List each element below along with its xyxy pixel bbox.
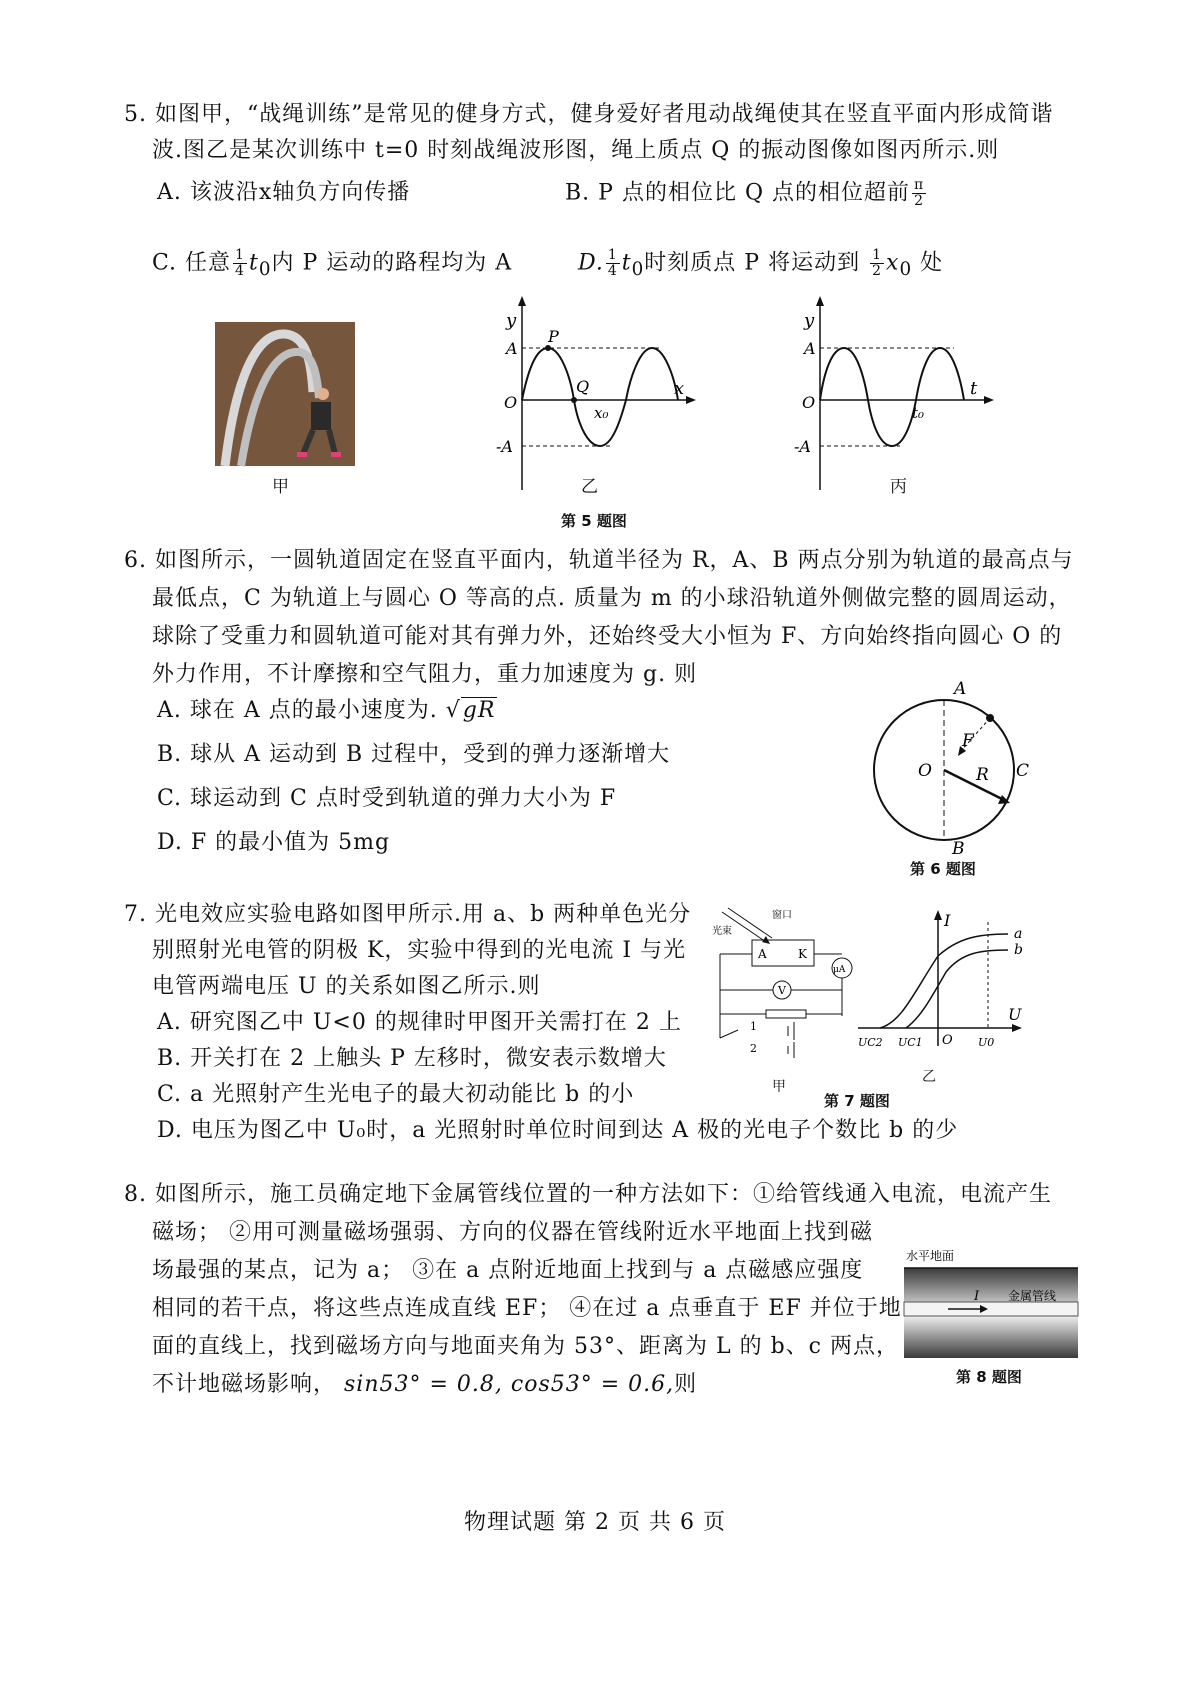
svg-text:t₀: t₀ [912,404,925,422]
q8-line-6: 不计地磁场影响， sin53° = 0.8, cos53° = 0.6,则 [152,1372,698,1397]
metal-pipe [904,1302,1078,1316]
svg-text:μA: μA [833,965,846,975]
q5-option-b-fraction: $\frac{\pi}{2}$ [913,177,925,209]
svg-text:x₀: x₀ [594,404,609,422]
svg-text:Q: Q [576,377,590,396]
q7-option-b: B. 开关打在 2 上触头 P 左移时，微安表示数增大 [157,1046,667,1071]
svg-text:-A: -A [794,437,811,456]
q6-line-1: 6. 如图所示，一圆轨道固定在竖直平面内，轨道半径为 R，A、B 两点分别为轨道的最高点与 [124,548,1074,573]
iu-graph [858,912,1028,1062]
vibration-graph-bing [768,300,998,500]
q6-option-c: C. 球运动到 C 点时受到轨道的弹力大小为 F [157,786,617,811]
svg-text:V: V [778,984,786,997]
page-footer: 物理试题 第 2 页 共 6 页 [464,1510,726,1535]
q8-line-4: 相同的若干点，将这些点连成直线 EF； ④在过 a 点垂直于 EF 并位于地 [152,1296,902,1321]
svg-text:t: t [970,378,978,399]
q5-fig-jia-label: 甲 [272,477,289,497]
svg-text:UC2: UC2 [858,1036,883,1049]
battle-rope-photo [215,322,355,466]
q7-line-2: 别照射光电管的阴极 K，实验中得到的光电流 I 与光 [152,938,687,963]
q6-option-b: B. 球从 A 运动到 B 过程中，受到的弹力逐渐增大 [157,742,671,767]
q7-line-3: 电管两端电压 U 的关系如图乙所示.则 [152,974,541,999]
svg-text:I: I [944,911,951,930]
q7-option-a: A. 研究图乙中 U<0 的规律时甲图开关需打在 2 上 [157,1010,682,1035]
q8-line-3: 场最强的某点，记为 a； ③在 a 点附近地面上找到与 a 点磁感应强度 [152,1258,864,1283]
q6-caption: 第 6 题图 [910,860,976,878]
q7-line-1: 7. 光电效应实验电路如图甲所示.用 a、b 两种单色光分 [124,902,692,927]
svg-text:U0: U0 [978,1036,995,1049]
svg-text:O: O [918,761,932,781]
svg-text:O: O [802,393,816,412]
q6-line-2: 最低点，C 为轨道上与圆心 O 等高的点. 质量为 m 的小球沿轨道外侧做完整的圆周运动， [152,586,1072,611]
q6-line-4: 外力作用，不计摩擦和空气阻力，重力加速度为 g. 则 [152,662,698,687]
svg-text:水平地面: 水平地面 [906,1249,955,1263]
svg-text:O: O [942,1033,953,1048]
svg-text:2: 2 [750,1042,757,1055]
q6-line-3: 球除了受重力和圆轨道可能对其有弹力外，还始终受大小恒为 F、方向始终指向圆心 O 的 [152,624,1063,649]
q5-caption: 第 5 题图 [561,512,627,530]
q7-fig-jia-label: 甲 [772,1079,786,1095]
svg-text:A: A [758,947,767,961]
yi-x-label: x [674,378,685,399]
svg-text:金属管线: 金属管线 [1008,1289,1057,1303]
q7-caption: 第 7 题图 [824,1092,890,1110]
rheostat [766,1010,806,1018]
q5-fig-yi-label: 乙 [581,477,598,497]
q5-option-d-fraction: $\frac{1}{4}$ [607,247,618,279]
svg-text:窗口: 窗口 [772,910,792,921]
q5-option-a: A. 该波沿x轴负方向传播 [157,180,411,205]
curve-a [880,934,1008,1028]
wave-graph-yi [470,300,700,500]
bing-vibration-curve [820,348,964,446]
svg-text:O: O [504,393,518,412]
q8-line-2: 磁场； ②用可测量磁场强弱、方向的仪器在管线附近水平地面上找到磁 [152,1220,873,1245]
q7-option-c: C. a 光照射产生光电子的最大初动能比 b 的小 [157,1082,635,1107]
q8-caption: 第 8 题图 [956,1368,1022,1386]
svg-text:-A: -A [496,437,513,456]
q7-option-d: D. 电压为图乙中 U₀时，a 光照射时单位时间到达 A 极的光电子个数比 b 的少 [157,1118,959,1143]
svg-text:a: a [1014,926,1023,942]
svg-text:b: b [1014,942,1023,958]
svg-text:y: y [804,310,815,331]
q5-option-d: D. $\frac{1}{4}$ $t_0$时刻质点 P 将运动到 $\frac{1}{2}$ $x_0$ 处 [578,247,944,280]
q5-option-b [565,178,928,209]
q8-line-1: 8. 如图所示，施工员确定地下金属管线位置的一种方法如下：①给管线通入电流，电流产生 [124,1182,1052,1207]
q8-line-5: 面的直线上，找到磁场方向与地面夹角为 53°、距离为 L 的 b、c 两点， [152,1334,899,1359]
svg-text:C: C [1016,761,1030,781]
svg-text:P: P [548,327,559,346]
svg-text:U: U [1008,1005,1022,1024]
svg-text:R: R [976,765,989,785]
q5-option-b-text: B. P 点的相位比 Q 点的相位超前 [565,180,910,206]
q5-option-c-fraction: $\frac{1}{4}$ [235,247,245,279]
svg-text:F: F [962,731,974,751]
photoelectric-circuit [712,908,860,1058]
q5-line-1: 5. 如图甲，“战绳训练”是常见的健身方式，健身爱好者甩动战绳使其在竖直平面内形成简谐 [124,102,1054,127]
q6-option-a: A. 球在 A 点的最小速度为. √gR [157,698,496,723]
svg-text:A: A [804,339,816,358]
circular-track-figure [870,679,1030,859]
svg-text:1: 1 [750,1020,757,1033]
curve-b [906,950,1008,1028]
q6-option-d: D. F 的最小值为 5mg [157,830,391,855]
pipeline-figure [904,1246,1078,1358]
yi-wave-curve [522,348,678,446]
sqrt-gR: √gR [445,698,496,723]
svg-text:A: A [954,679,967,699]
svg-text:光束: 光束 [712,926,732,937]
q5-line-2: 波.图乙是某次训练中 t=0 时刻战绳波形图，绳上质点 Q 的振动图像如图丙所示.则 [152,138,1000,163]
point-q [571,397,577,403]
q7-fig-yi-label: 乙 [922,1069,936,1085]
svg-text:B: B [952,839,965,859]
svg-text:UC1: UC1 [898,1036,923,1049]
q5-fig-bing-label: 丙 [890,477,907,497]
yi-y-label: y [506,310,517,331]
q5-option-c: C. 任意 $\frac{1}{4}$ $t_0$内 P 运动的路程均为 A [152,247,513,280]
svg-text:K: K [798,947,807,961]
svg-text:A: A [506,339,518,358]
svg-text:I: I [974,1289,980,1304]
